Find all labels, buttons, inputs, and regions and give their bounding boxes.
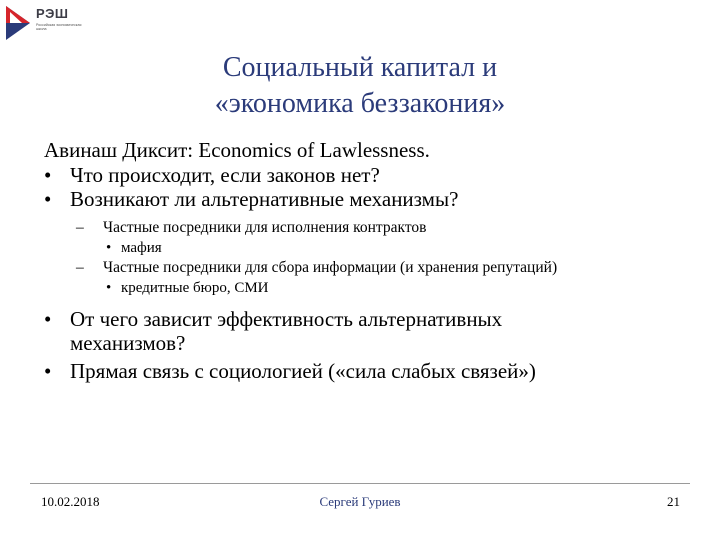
title-line-2: «экономика беззакония»: [214, 88, 506, 119]
bullet-item: [44, 187, 694, 211]
bullet-icon: •: [44, 359, 52, 383]
sub-bullet-text: Частные посредники для исполнения контрактов: [103, 219, 427, 236]
intro-line: Авинаш Диксит: Economics of Lawlessness.: [44, 138, 430, 162]
nes-logo: [6, 6, 86, 46]
footer-divider: [30, 483, 690, 484]
sub-sub-bullet-item: [44, 279, 694, 297]
sub-bullet-item: [44, 259, 623, 277]
sub-sub-bullet-text: кредитные бюро, СМИ: [121, 280, 269, 296]
bullet-text: От чего зависит эффективность альтернативных механизмов?: [70, 307, 503, 355]
bullet-icon: •: [106, 280, 112, 296]
slide-title: [150, 50, 570, 122]
sub-sub-bullet-text: мафия: [121, 240, 162, 256]
sub-sub-bullet-item: [44, 239, 694, 257]
footer-date: 10.02.2018: [41, 494, 100, 509]
logo-mark-icon: [6, 6, 32, 40]
title-line-1: Социальный капитал и: [222, 52, 498, 83]
dash-icon: –: [76, 259, 84, 276]
bullet-text: Прямая связь с социологией («сила слабых связей»): [70, 359, 536, 383]
sub-bullet-text: Частные посредники для сбора информации (и хранения репутаций): [103, 259, 558, 276]
bullet-icon: •: [106, 240, 112, 256]
slide-body: [44, 137, 694, 383]
page-number: 21: [667, 494, 680, 509]
bullet-text: Что происходит, если законов нет?: [70, 163, 380, 187]
bullet-icon: •: [44, 307, 52, 331]
bullet-item: [44, 307, 590, 355]
spacer: [44, 297, 694, 307]
footer-author: Сергей Гуриев: [319, 494, 401, 509]
logo-subtitle: Российская экономическая школа: [36, 23, 82, 32]
bullet-icon: •: [44, 187, 52, 211]
sub-bullet-item: [44, 219, 694, 237]
bullet-text: Возникают ли альтернативные механизмы?: [70, 187, 459, 211]
bullet-icon: •: [44, 163, 52, 187]
bullet-item: [44, 359, 694, 383]
logo-name: РЭШ: [36, 6, 69, 21]
dash-icon: –: [76, 219, 84, 236]
bullet-item: [44, 163, 694, 187]
